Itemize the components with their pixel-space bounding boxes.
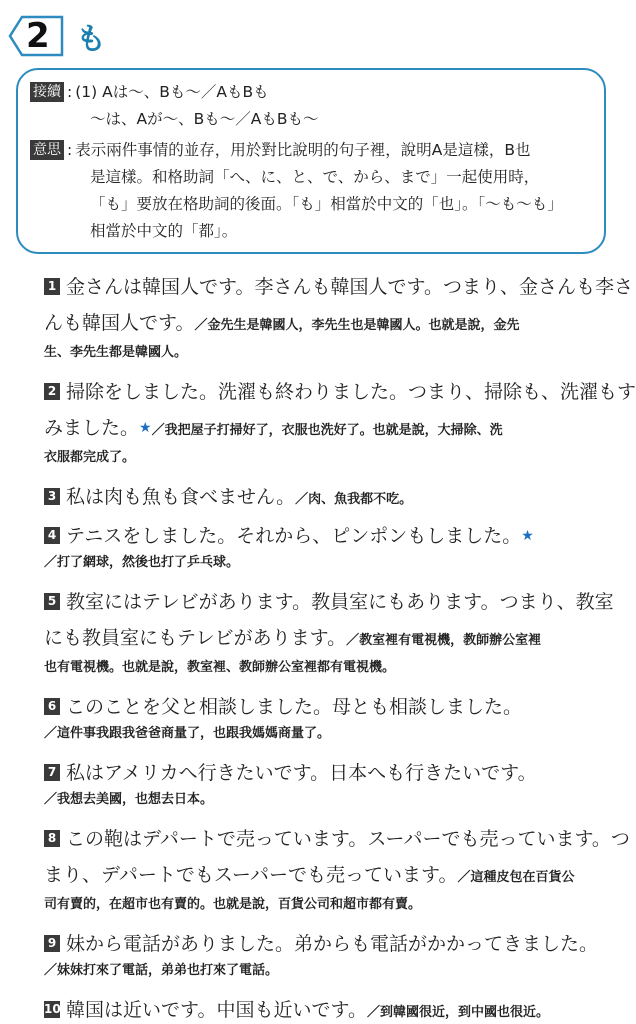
- example-item: [44, 472, 606, 511]
- item-zh-line-3: 衣服都完成了。: [44, 450, 136, 465]
- item-jp: 私はアメリカへ行きたいです。日本へも行きたいです。: [66, 762, 537, 784]
- item-number: 5: [44, 593, 60, 610]
- connect-row: 接續 : (1) Aは～、Bも～／AもBも: [30, 79, 592, 106]
- item-jp-line-1: この鞄はデパートで売っています。スーパーでも売っています。つ: [66, 828, 630, 850]
- item-jp: 韓国は近いです。中国も近いです。: [66, 999, 367, 1021]
- meaning-line-4: 相當於中文的「都」。: [90, 222, 238, 240]
- grammar-info-box: [16, 68, 606, 254]
- meaning-row: 意思 : 表示兩件事情的並存，用於對比說明的句子裡，說明A是這樣，B也: [30, 137, 592, 164]
- item-number: 8: [44, 830, 60, 847]
- example-item: [44, 367, 636, 472]
- item-jp: 私は肉も魚も食べません。: [66, 486, 296, 508]
- item-number: 2: [44, 383, 60, 400]
- example-item: [44, 262, 633, 367]
- meaning-tag: 意思: [30, 140, 64, 160]
- item-zh-line-2: ／這種皮包在百貨公: [457, 870, 575, 885]
- example-item: [44, 682, 606, 748]
- item-jp-line-2: みました。: [44, 417, 140, 439]
- item-zh-line-3: 也有電視機。也就是說，教室裡、教師辦公室裡都有電視機。: [44, 660, 396, 675]
- item-zh: ／肉、魚我都不吃。: [295, 492, 413, 507]
- example-item: [44, 814, 630, 919]
- item-number: 3: [44, 488, 60, 505]
- item-zh-line-3: 司有賣的，在超市也有賣的。也就是說，百貨公司和超市都有賣。: [44, 897, 422, 912]
- item-jp-line-1: 教室にはテレビがあります。教員室にもあります。つまり、教室: [66, 591, 614, 613]
- item-jp-line-1: 金さんは韓国人です。李さんも韓国人です。つまり、金さんも李さ: [66, 276, 633, 298]
- star-icon: ★: [521, 528, 534, 544]
- item-number: 10: [44, 1002, 61, 1016]
- example-item: [44, 985, 606, 1024]
- item-zh: ／這件事我跟我爸爸商量了，也跟我媽媽商量了。: [44, 726, 331, 741]
- connect-line-1: (1) Aは～、Bも～／AもBも: [75, 83, 269, 101]
- section-number: 2: [26, 16, 50, 56]
- item-zh-line-3: 生、李先生都是韓國人。: [44, 345, 188, 360]
- item-zh-line-2: ／金先生是韓國人，李先生也是韓國人。也就是說，金先: [194, 318, 520, 333]
- star-icon: ★: [139, 420, 152, 436]
- section-number-badge: [8, 13, 64, 59]
- example-list: [44, 262, 636, 1024]
- connect-tag: 接續: [30, 82, 64, 102]
- item-number: 1: [44, 278, 60, 295]
- item-jp: テニスをしました。それから、ピンポンもしました。: [66, 525, 522, 547]
- item-jp-line-2: にも教員室にもテレビがあります。: [44, 627, 347, 649]
- item-jp-line-2: まり、デパートでもスーパーでも売っています。: [44, 864, 458, 886]
- item-jp: 妹から電話がありました。弟からも電話がかかってきました。: [66, 933, 599, 955]
- meaning-line-2: 是這樣。和格助詞「へ、に、と、で、から、まで」一起使用時，: [90, 168, 540, 186]
- example-item: [44, 748, 606, 814]
- item-zh-line-2: ／教室裡有電視機，教師辦公室裡: [346, 633, 542, 648]
- item-number: 9: [44, 935, 60, 952]
- item-zh: ／妹妹打來了電話，弟弟也打來了電話。: [44, 963, 279, 978]
- grammar-title: も: [76, 22, 106, 57]
- item-jp-line-2: んも韓国人です。: [44, 312, 195, 334]
- item-number: 4: [44, 527, 60, 544]
- item-zh: ／我想去美國，也想去日本。: [44, 792, 214, 807]
- item-number: 6: [44, 698, 60, 715]
- example-item: [44, 577, 614, 682]
- item-jp-line-1: 掃除をしました。洗濯も終わりました。つまり、掃除も、洗濯もす: [66, 381, 636, 403]
- example-item: [44, 919, 606, 985]
- item-jp: このことを父と相談しました。母とも相談しました。: [66, 696, 523, 718]
- meaning-line-3: 「も」要放在格助詞的後面。「も」相當於中文的「也」。「～も～も」: [90, 195, 563, 213]
- item-zh: ／打了網球，然後也打了乒乓球。: [44, 555, 240, 570]
- item-zh: ／到韓國很近，到中國也很近。: [366, 1005, 549, 1020]
- connect-line-2: ～は、Aが～、Bも～／AもBも～: [90, 110, 319, 128]
- example-item: [44, 511, 606, 577]
- item-zh-line-2: ／我把屋子打掃好了，衣服也洗好了。也就是說，大掃除、洗: [151, 423, 503, 438]
- item-number: 7: [44, 764, 60, 781]
- section-header: [8, 10, 106, 62]
- meaning-line-1: 表示兩件事情的並存，用於對比說明的句子裡，說明A是這樣，B也: [75, 141, 531, 159]
